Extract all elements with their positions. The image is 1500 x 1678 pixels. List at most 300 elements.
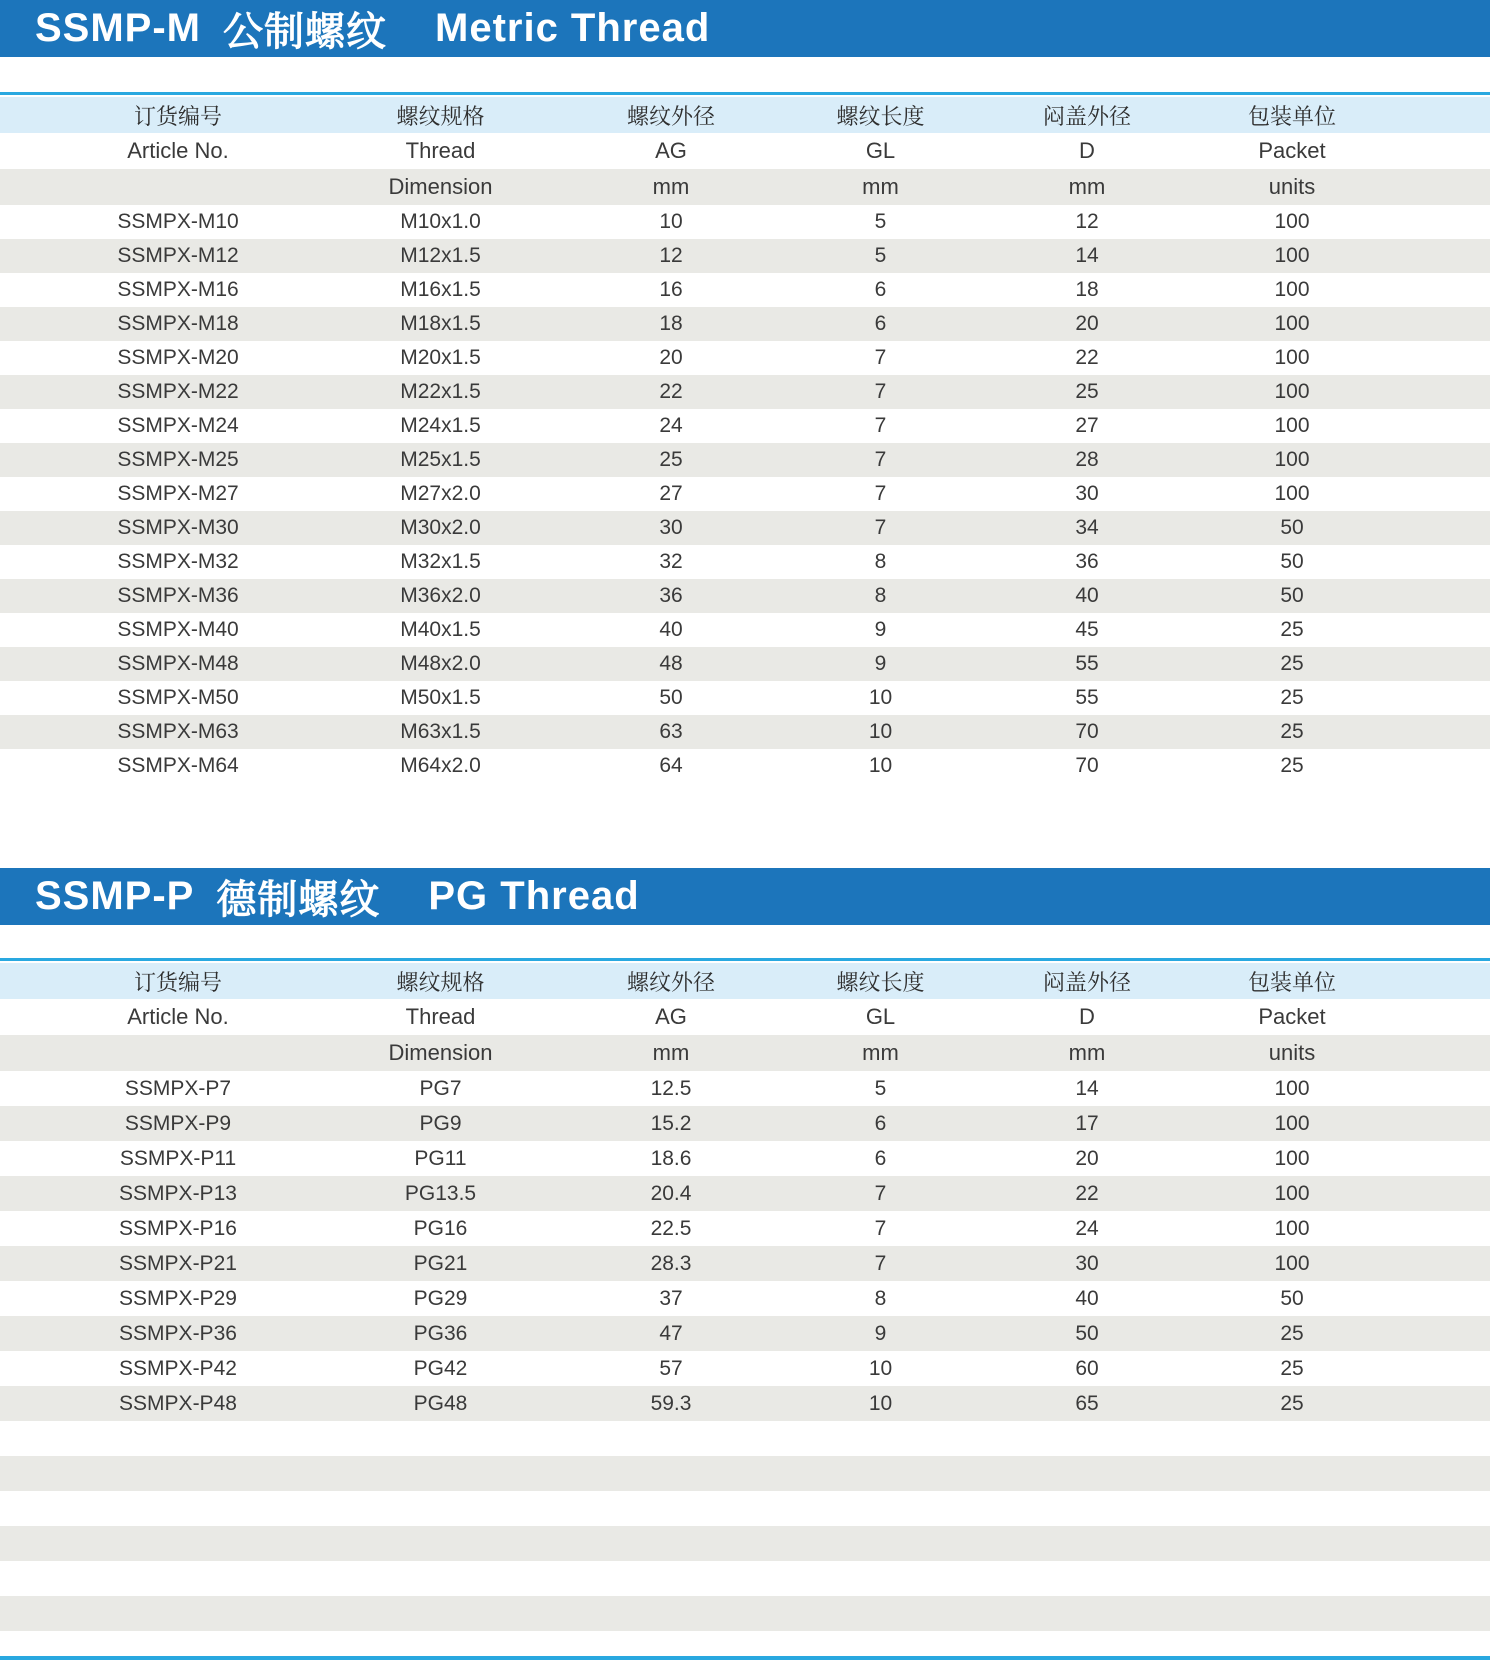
table-cell [565,1631,777,1666]
table-cell: 30 [659,516,683,539]
pg-thread-table [0,963,1490,1666]
empty-row [0,1631,1490,1666]
spacer-cell [0,1526,40,1561]
spacer-cell [0,1421,40,1456]
table-cell: 6 [874,278,887,301]
spacer-cell [0,273,40,307]
table-cell: PG16 [413,1216,468,1240]
table-row [0,307,1490,341]
header-article-cn: 订货编号 [133,103,222,129]
spacer-cell [0,1071,40,1106]
pg-thread-section [0,868,1490,1666]
table-cell [565,1421,777,1456]
section-code: SSMP-M [35,6,201,50]
spacer-cell [1394,205,1490,239]
table-cell: 50 [1280,550,1304,573]
table-cell: 100 [1274,1181,1310,1205]
header-d-sub: mm [1068,1040,1106,1065]
spacer-cell [1394,1491,1490,1526]
table-cell: SSMPX-M36 [117,584,239,607]
table-cell: M20x1.5 [400,346,481,369]
table-cell [1190,1491,1394,1526]
header-row-cn [0,963,1490,999]
spacer-cell [0,1281,40,1316]
table-cell: 50 [1075,1321,1099,1345]
table-cell: M22x1.5 [400,380,481,403]
table-cell: M40x1.5 [400,618,481,641]
table-cell: 10 [868,754,893,777]
spacer-cell [0,1176,40,1211]
table-cell: 50 [659,686,683,709]
metric-table-body [0,205,1490,783]
header-thread-cn: 螺纹规格 [396,103,485,129]
table-cell: 55 [1075,652,1099,675]
table-cell: 28 [1075,448,1099,471]
spacer-cell [0,97,40,133]
table-cell: 100 [1274,244,1310,267]
header-thread-cn: 螺纹规格 [396,969,485,995]
table-cell [40,1456,316,1491]
section-separator [0,783,1490,868]
header-thread-en: Thread [405,138,476,163]
spacer [0,57,1490,92]
header-row-units [0,169,1490,205]
table-cell: 100 [1274,278,1310,301]
table-cell: 48 [659,652,683,675]
header-packet-sub: units [1268,1040,1316,1065]
table-cell: 40 [1075,584,1099,607]
table-cell: PG21 [413,1251,468,1275]
table-cell: SSMPX-M48 [117,652,239,675]
table-cell: 30 [1075,482,1099,505]
spacer-cell [1394,1421,1490,1456]
table-cell: M27x2.0 [400,482,481,505]
table-cell: M10x1.0 [400,210,481,233]
table-cell [40,1421,316,1456]
header-gl-sub: mm [862,174,899,199]
spacer-cell [0,1316,40,1351]
table-cell [777,1421,984,1456]
table-cell [565,1526,777,1561]
table-cell: 6 [874,1111,887,1135]
table-cell: SSMPX-M24 [117,414,239,437]
table-cell: 5 [874,210,887,233]
header-gl-sub: mm [862,1040,899,1065]
table-cell: 12 [659,244,683,267]
bottom-accent-rule [0,1656,1490,1660]
header-ag-cn: 螺纹外径 [626,969,715,995]
header-packet-sub: units [1268,174,1316,199]
spacer-cell [0,1631,40,1666]
spacer-cell [1394,443,1490,477]
metric-thread-section [0,0,1490,783]
table-cell: M24x1.5 [400,414,481,437]
table-cell: 17 [1075,1111,1099,1135]
table-cell: 8 [874,584,887,607]
table-cell: 64 [659,754,683,777]
spacer-cell [0,1035,40,1071]
section-code: SSMP-P [35,874,195,918]
spacer-cell [0,341,40,375]
table-cell: 40 [659,618,683,641]
table-cell: 5 [874,1076,887,1100]
spacer-cell [1394,1106,1490,1141]
table-cell: SSMPX-M18 [117,312,239,335]
table-cell [777,1561,984,1596]
table-cell: M18x1.5 [400,312,481,335]
empty-row [0,1456,1490,1491]
table-cell: M50x1.5 [400,686,481,709]
table-cell: SSMPX-M64 [117,754,239,777]
table-cell: 7 [874,482,887,505]
header-packet-cn: 包装单位 [1247,969,1336,995]
table-cell: 10 [868,720,893,743]
table-row [0,205,1490,239]
table-cell: 7 [874,414,887,437]
table-cell: 20 [1075,312,1099,335]
table-cell: PG29 [413,1286,468,1310]
empty-row [0,1491,1490,1526]
table-cell: 59.3 [650,1391,692,1415]
spacer-cell [1394,1071,1490,1106]
table-cell: M25x1.5 [400,448,481,471]
pg-table-body [0,1071,1490,1666]
table-cell: SSMPX-M12 [117,244,239,267]
table-row [0,715,1490,749]
table-row [0,749,1490,783]
metric-thread-table [0,97,1490,783]
header-packet-en: Packet [1258,1004,1326,1029]
table-row [0,341,1490,375]
header-d-en: D [1079,138,1095,163]
spacer-cell [0,545,40,579]
table-cell: 7 [874,1181,887,1205]
spacer-cell [1394,1596,1490,1631]
header-row-cn [0,97,1490,133]
table-row [0,613,1490,647]
table-cell: 70 [1075,754,1099,777]
header-row-en [0,133,1490,169]
table-cell: 70 [1075,720,1099,743]
spacer-cell [0,443,40,477]
table-cell [777,1491,984,1526]
table-cell [777,1596,984,1631]
table-cell: M64x2.0 [400,754,481,777]
spacer-cell [0,647,40,681]
table-cell: 55 [1075,686,1099,709]
table-cell: SSMPX-M10 [117,210,239,233]
table-cell: SSMPX-P29 [119,1286,237,1310]
table-cell [777,1631,984,1666]
spacer-cell [0,1491,40,1526]
header-thread-en: Thread [405,1004,476,1029]
spacer-cell [1394,1456,1490,1491]
table-cell [1190,1561,1394,1596]
table-cell: 20 [659,346,683,369]
spacer-cell [0,1596,40,1631]
table-cell: PG13.5 [404,1181,477,1205]
spacer-cell [0,1351,40,1386]
table-cell: SSMPX-P7 [124,1076,232,1100]
table-cell [984,1596,1190,1631]
table-cell: 50 [1280,584,1304,607]
section-title-cn: 德制螺纹 [216,878,381,922]
table-row [0,1351,1490,1386]
spacer-cell [1394,999,1490,1035]
section-title-pg [0,868,1490,925]
spacer-cell [1394,273,1490,307]
table-cell: 8 [874,550,887,573]
table-cell: 6 [874,1146,887,1170]
table-cell: 100 [1274,448,1310,471]
table-cell [1190,1596,1394,1631]
table-cell: PG42 [413,1356,468,1380]
table-cell: SSMPX-P9 [124,1111,232,1135]
spacer-cell [0,963,40,999]
table-cell: 9 [874,1321,887,1345]
table-cell: 30 [1075,1251,1099,1275]
table-cell: 100 [1274,414,1310,437]
table-cell: 25 [1280,1391,1304,1415]
table-cell: M36x2.0 [400,584,481,607]
table-cell: 12 [1075,210,1099,233]
spacer-cell [1394,963,1490,999]
spacer-cell [0,169,40,205]
table-cell: PG36 [413,1321,468,1345]
spacer-cell [1394,1176,1490,1211]
spacer-cell [0,1106,40,1141]
table-row [0,375,1490,409]
table-cell: 7 [874,380,887,403]
section-title-metric [0,0,1490,57]
table-cell [1190,1631,1394,1666]
table-cell: M16x1.5 [400,278,481,301]
table-cell [565,1456,777,1491]
table-cell: PG9 [419,1111,462,1135]
header-article-en: Article No. [127,138,229,163]
header-thread-sub: Dimension [388,1040,493,1065]
empty-row [0,1561,1490,1596]
header-gl-en: GL [865,138,896,163]
spacer-cell [1394,133,1490,169]
table-cell: 14 [1075,1076,1099,1100]
table-cell [984,1526,1190,1561]
header-d-cn: 闷盖外径 [1042,969,1131,995]
table-cell: 24 [1075,1216,1099,1240]
table-row [0,477,1490,511]
table-cell: 100 [1274,482,1310,505]
table-cell: 10 [868,1356,893,1380]
table-cell: 16 [659,278,683,301]
table-row [0,1281,1490,1316]
table-cell: 20 [1075,1146,1099,1170]
table-cell: 25 [1280,720,1304,743]
spacer-cell [1394,715,1490,749]
spacer-cell [0,681,40,715]
table-cell: SSMPX-M40 [117,618,239,641]
header-ag-en: AG [655,1004,687,1029]
table-cell: 10 [868,686,893,709]
table-cell: 100 [1274,1146,1310,1170]
table-cell: 22 [1075,346,1099,369]
table-row [0,1106,1490,1141]
table-cell: SSMPX-M20 [117,346,239,369]
empty-row [0,1421,1490,1456]
header-article-en: Article No. [127,1004,229,1029]
table-row [0,239,1490,273]
spacer-cell [1394,1631,1490,1666]
spacer-cell [1394,341,1490,375]
header-gl-en: GL [865,1004,896,1029]
table-row [0,1386,1490,1421]
section-title-cn: 公制螺纹 [223,10,387,54]
table-cell: PG7 [419,1076,462,1100]
header-article-sub [40,169,316,205]
header-thread-sub: Dimension [388,174,493,199]
table-cell: 7 [874,1251,887,1275]
table-cell [316,1631,565,1666]
spacer-cell [0,409,40,443]
table-cell: SSMPX-P13 [119,1181,237,1205]
table-cell: SSMPX-M25 [117,448,239,471]
table-cell [316,1561,565,1596]
table-cell: 10 [659,210,683,233]
spacer-cell [1394,1526,1490,1561]
table-cell: 25 [1280,618,1304,641]
empty-row [0,1526,1490,1561]
header-article-sub [40,1035,316,1071]
table-cell: 50 [1280,1286,1304,1310]
table-cell: 100 [1274,1216,1310,1240]
spacer-cell [0,307,40,341]
table-cell: 37 [659,1286,683,1310]
table-cell: 40 [1075,1286,1099,1310]
header-packet-en: Packet [1258,138,1326,163]
spacer-cell [1394,307,1490,341]
table-cell: 7 [874,516,887,539]
table-cell: 27 [659,482,683,505]
table-row [0,273,1490,307]
spacer-cell [1394,409,1490,443]
table-cell: 100 [1274,312,1310,335]
table-cell: 25 [1280,1321,1304,1345]
table-cell: 5 [874,244,887,267]
spacer-cell [1394,1141,1490,1176]
table-cell: 25 [1075,380,1099,403]
table-cell: PG11 [414,1146,467,1170]
table-cell: SSMPX-P42 [119,1356,237,1380]
header-ag-cn: 螺纹外径 [626,103,715,129]
table-cell [777,1526,984,1561]
table-cell: 36 [1075,550,1099,573]
table-cell: SSMPX-M63 [117,720,239,743]
table-row [0,545,1490,579]
table-cell: 63 [659,720,683,743]
spacer-cell [1394,1561,1490,1596]
spacer-cell [0,1386,40,1421]
table-cell: SSMPX-M30 [117,516,239,539]
spacer-cell [1394,681,1490,715]
table-cell: 27 [1075,414,1099,437]
table-cell: 100 [1274,1076,1310,1100]
table-cell: 34 [1075,516,1099,539]
table-cell [1190,1526,1394,1561]
spacer-cell [1394,1316,1490,1351]
spacer-cell [0,477,40,511]
spacer-cell [1394,1035,1490,1071]
table-cell: 8 [874,1286,887,1310]
header-article-cn: 订货编号 [133,969,222,995]
table-cell: 100 [1274,346,1310,369]
table-cell [565,1491,777,1526]
table-cell: 32 [659,550,683,573]
section-title-en: Metric Thread [435,6,711,50]
spacer-cell [1394,477,1490,511]
table-cell: 28.3 [650,1251,692,1275]
header-gl-cn: 螺纹长度 [836,103,925,129]
header-d-sub: mm [1068,174,1106,199]
spacer-cell [0,1211,40,1246]
table-row [0,1141,1490,1176]
table-cell: 25 [1280,754,1304,777]
table-cell [984,1456,1190,1491]
table-cell: 65 [1075,1391,1099,1415]
spacer-cell [1394,647,1490,681]
table-row [0,1211,1490,1246]
spacer-cell [1394,545,1490,579]
table-cell: SSMPX-P11 [119,1146,237,1170]
spacer-cell [0,133,40,169]
table-cell: 25 [659,448,683,471]
spacer-cell [0,205,40,239]
table-cell: 7 [874,448,887,471]
spacer-cell [0,375,40,409]
table-cell: 24 [659,414,683,437]
table-cell: 22.5 [650,1216,692,1240]
table-row [0,1071,1490,1106]
spacer-cell [1394,375,1490,409]
table-cell: SSMPX-M27 [117,482,239,505]
spacer-cell [1394,1351,1490,1386]
spacer-cell [1394,169,1490,205]
spacer-cell [0,579,40,613]
table-cell [316,1421,565,1456]
table-row [0,511,1490,545]
spacer-cell [0,1141,40,1176]
table-cell: PG48 [413,1391,468,1415]
table-cell: 9 [874,652,887,675]
table-row [0,443,1490,477]
table-cell [565,1561,777,1596]
table-cell: 9 [874,618,887,641]
table-cell: 18.6 [650,1146,692,1170]
table-row [0,409,1490,443]
empty-row [0,1596,1490,1631]
table-cell: SSMPX-M50 [117,686,239,709]
table-cell [316,1596,565,1631]
spacer [0,925,1490,958]
table-cell: SSMPX-M32 [117,550,239,573]
spacer-cell [0,1456,40,1491]
table-cell: 47 [659,1321,683,1345]
table-cell: SSMPX-P21 [119,1251,237,1275]
table-cell [984,1631,1190,1666]
table-cell: M12x1.5 [400,244,481,267]
spacer-cell [1394,511,1490,545]
spacer-cell [1394,97,1490,133]
spacer-cell [0,715,40,749]
header-row-en [0,999,1490,1035]
